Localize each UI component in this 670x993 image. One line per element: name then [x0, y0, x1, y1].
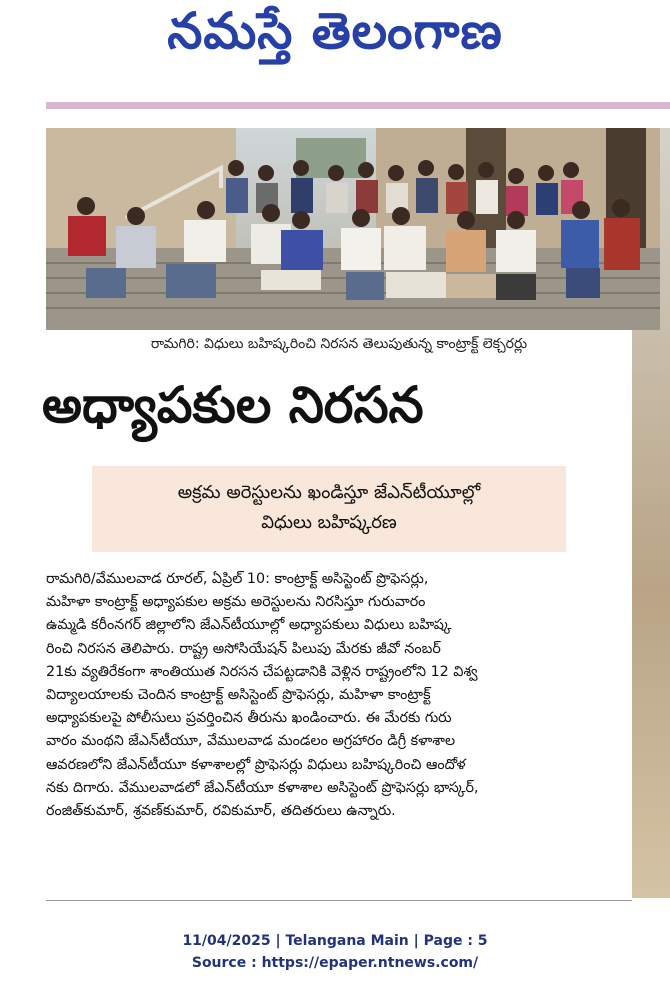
- masthead: [0, 0, 670, 100]
- body-line: నకు దిగారు. వేములవాడలో జేఎన్‌టీయూ కళాశాల అసిస్టెంట్ ప్రొఫెసర్లు భాస్కర్,: [46, 779, 479, 796]
- news-photo: [46, 128, 660, 330]
- page-footer: [0, 930, 670, 974]
- masthead-rule: [46, 102, 670, 109]
- body-line: అధ్యాపకులపై పోలీసులు ప్రవర్తించిన తీరును ఖండించారు. ఈ మేరకు గురు: [46, 710, 452, 727]
- body-line: రంజిత్‌కుమార్, శ్రవణ్‌కుమార్, రవికుమార్, తదితరులు ఉన్నారు.: [46, 802, 396, 819]
- body-line: ఆవరణలోని జేఎన్‌టీయూ కళాశాలల్లో ప్రొఫెసర్లు విధులు బహిష్కరించి ఆందోళ: [46, 756, 466, 773]
- subhead-line: విధులు బహిష్కరణ: [261, 512, 397, 533]
- footer-divider: [46, 900, 632, 901]
- article-body: [46, 568, 630, 823]
- article-headline: అధ్యాపకుల నిరసన: [42, 376, 424, 434]
- footer-source: Source : https://epaper.ntnews.com/: [191, 955, 479, 971]
- subhead-box: [92, 466, 566, 552]
- body-line: 21కు వ్యతిరేకంగా శాంతియుత నిరసన చేపట్టడానికి వెళ్లిన రాష్ట్రంలోని 12 విశ్వ: [46, 663, 478, 680]
- body-line: విద్యాలయాలకు చెందిన కాంట్రాక్ట్ అసిస్టెంట్ ప్రొఫెసర్లు, మహిళా కాంట్రాక్ట్: [46, 686, 431, 703]
- body-line: వారం మంథని జేఎన్‌టీయూ, వేములవాడ మండలం అగ్రహారం డిగ్రీ కళాశాల: [46, 733, 456, 750]
- subhead-line: అక్రమ అరెస్టులను ఖండిస్తూ జేఎన్‌టీయూల్లో: [177, 482, 481, 503]
- photo-caption: రామగిరి: విధులు బహిష్కరించి నిరసన తెలుపుతున్న కాంట్రాక్ట్ లెక్చరర్లు: [150, 336, 528, 352]
- footer-date-page: 11/04/2025 | Telangana Main | Page : 5: [182, 933, 488, 949]
- protest-group-photo: [46, 128, 660, 330]
- body-line: రించి నిరసన తెలిపారు. రాష్ట్ర అసోసియేషన్ పిలుపు మేరకు జీవో నంబర్: [46, 640, 441, 657]
- body-line: మహిళా కాంట్రాక్ట్ అధ్యాపకుల అక్రమ అరెస్టులను నిరసిస్తూ గురువారం: [46, 594, 426, 611]
- body-line: ఉమ్మడి కరీంనగర్ జిల్లాలోని జేఎన్‌టీయూల్లో అధ్యాపకులు విధులు బహిష్క: [46, 617, 452, 634]
- body-line: రామగిరి/వేములవాడ రూరల్, ఏప్రిల్ 10: కాంట్రాక్ట్ అసిస్టెంట్ ప్రొఫెసర్లు,: [46, 571, 429, 587]
- newspaper-logo: నమస్తే తెలంగాణ: [167, 2, 503, 60]
